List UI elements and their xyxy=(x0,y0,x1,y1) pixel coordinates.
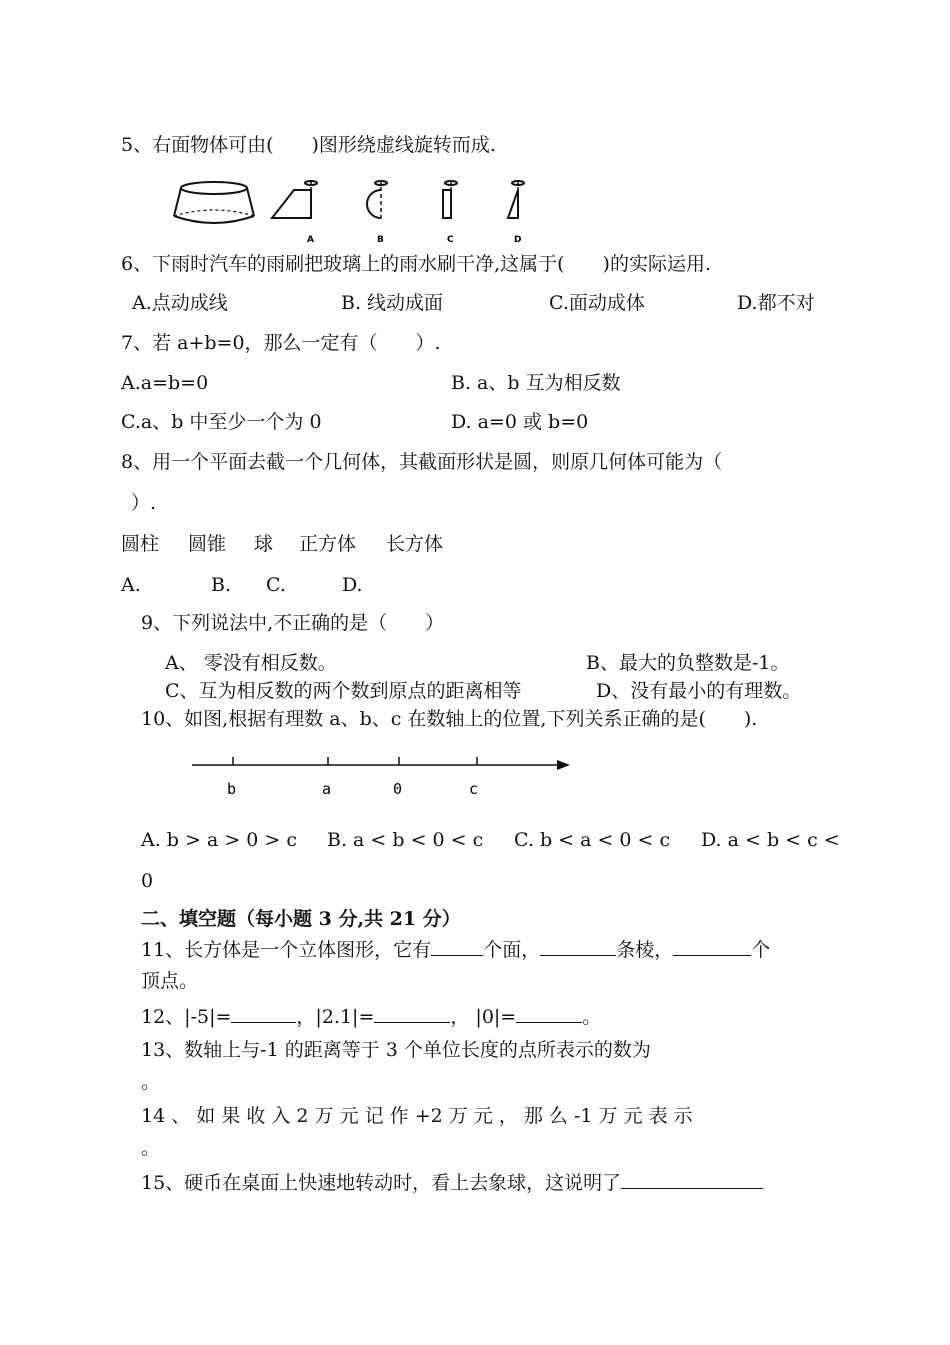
q11-blank-faces[interactable] xyxy=(431,937,483,956)
q13-text: 13、数轴上与-1 的距离等于 3 个单位长度的点所表示的数为 xyxy=(141,1039,651,1061)
figure-label-b: B xyxy=(377,235,384,245)
q12-blank-3[interactable] xyxy=(516,1004,582,1023)
figure-label-a: A xyxy=(307,235,314,245)
q8-option-a: A. xyxy=(121,574,141,596)
q8-shape-4: 正方体 xyxy=(299,533,357,555)
q7-option-a: A.a=b=0 xyxy=(121,372,209,394)
q8-shape-2: 圆锥 xyxy=(188,533,227,555)
frustum-solid xyxy=(174,182,254,223)
q12-blank-1[interactable] xyxy=(231,1004,296,1023)
q9-text: 9、下列说法中,不正确的是（ ） xyxy=(141,612,445,634)
q12-p1: 12、|-5|= xyxy=(141,1006,232,1028)
q9-option-d: D、没有最小的有理数。 xyxy=(596,680,802,702)
axis-label-a: a xyxy=(322,780,332,798)
q14-cont: 。 xyxy=(141,1137,161,1159)
figure-label-c: C xyxy=(447,235,454,245)
q6-option-b: B. 线动成面 xyxy=(341,292,444,314)
q6-option-c: C.面动成体 xyxy=(549,292,645,314)
q12-blank-2[interactable] xyxy=(374,1004,450,1023)
q11-blank-edges[interactable] xyxy=(540,937,616,956)
axis-label-b: b xyxy=(227,780,237,798)
q10-option-d-cont: 0 xyxy=(141,870,154,892)
figure-label-d: D xyxy=(514,235,522,245)
q15-line xyxy=(141,1170,763,1195)
q10-option-c: C. b < a < 0 < c xyxy=(514,829,671,851)
q9-option-b: B、最大的负整数是-1。 xyxy=(586,652,790,674)
q11-part3: 条棱， xyxy=(616,939,674,961)
number-line-arrow xyxy=(557,760,570,770)
q11-part4: 个 xyxy=(751,939,771,961)
q8-option-c: C. xyxy=(266,574,286,596)
q7-option-c: C.a、b 中至少一个为 0 xyxy=(121,411,322,433)
q12-p3: ， |0|= xyxy=(450,1006,517,1028)
option-a-shape xyxy=(272,180,317,220)
q11-part1: 11、长方体是一个立体图形，它有 xyxy=(141,939,432,961)
q15-blank[interactable] xyxy=(621,1170,763,1189)
q15-text: 15、硬币在桌面上快速地转动时，看上去象球，这说明了 xyxy=(141,1172,622,1194)
axis-label-0: 0 xyxy=(393,780,403,798)
option-c-shape xyxy=(443,180,457,220)
q6-option-d: D.都不对 xyxy=(737,292,815,314)
option-d-shape xyxy=(508,180,524,220)
q13-cont: 。 xyxy=(141,1071,161,1093)
option-b-shape xyxy=(367,180,387,220)
q12-p2: ，|2.1|= xyxy=(296,1006,375,1028)
number-line xyxy=(192,752,572,802)
q7-option-d: D. a=0 或 b=0 xyxy=(451,411,589,433)
q12-line xyxy=(141,1004,601,1029)
axis-label-c: c xyxy=(469,780,479,798)
q14-text: 14 、 如 果 收 入 2 万 元 记 作 +2 万 元 ， 那 么 -1 万 元 表 示 xyxy=(141,1105,693,1127)
q5-text: 5、右面物体可由( )图形绕虚线旋转而成. xyxy=(121,134,496,156)
q7-text: 7、若 a+b=0，那么一定有（ ）. xyxy=(121,332,441,354)
q6-text: 6、下雨时汽车的雨刷把玻璃上的雨水刷干净,这属于( )的实际运用. xyxy=(121,253,711,275)
q7-option-b: B. a、b 互为相反数 xyxy=(451,372,621,394)
q8-text: 8、用一个平面去截一个几何体，其截面形状是圆，则原几何体可能为（ xyxy=(121,451,723,473)
q11-line xyxy=(141,937,770,962)
q9-option-c: C、互为相反数的两个数到原点的距离相等 xyxy=(165,680,522,702)
q10-option-b: B. a < b < 0 < c xyxy=(327,829,484,851)
q8-text-cont: ）. xyxy=(131,492,157,514)
q6-option-a: A.点动成线 xyxy=(132,292,228,314)
q10-option-a: A. b > a > 0 > c xyxy=(141,829,298,851)
q8-option-d: D. xyxy=(342,574,363,596)
q10-option-d: D. a < b < c < xyxy=(701,829,840,851)
q8-shape-3: 球 xyxy=(254,533,274,555)
q8-shape-1: 圆柱 xyxy=(121,533,160,555)
q12-p4: 。 xyxy=(582,1006,602,1028)
q11-part2: 个面， xyxy=(483,939,541,961)
q9-option-a: A、 零没有相反数。 xyxy=(165,652,337,674)
section-title: 二、填空题（每小题 3 分,共 21 分） xyxy=(141,908,461,930)
q11-blank-vertices[interactable] xyxy=(673,937,751,956)
q10-text: 10、如图,根据有理数 a、b、c 在数轴上的位置,下列关系正确的是( ). xyxy=(141,708,758,730)
q5-figure xyxy=(170,178,530,248)
q8-shape-5: 长方体 xyxy=(386,533,444,555)
q11-cont: 顶点。 xyxy=(141,970,199,992)
q8-option-b: B. xyxy=(211,574,232,596)
